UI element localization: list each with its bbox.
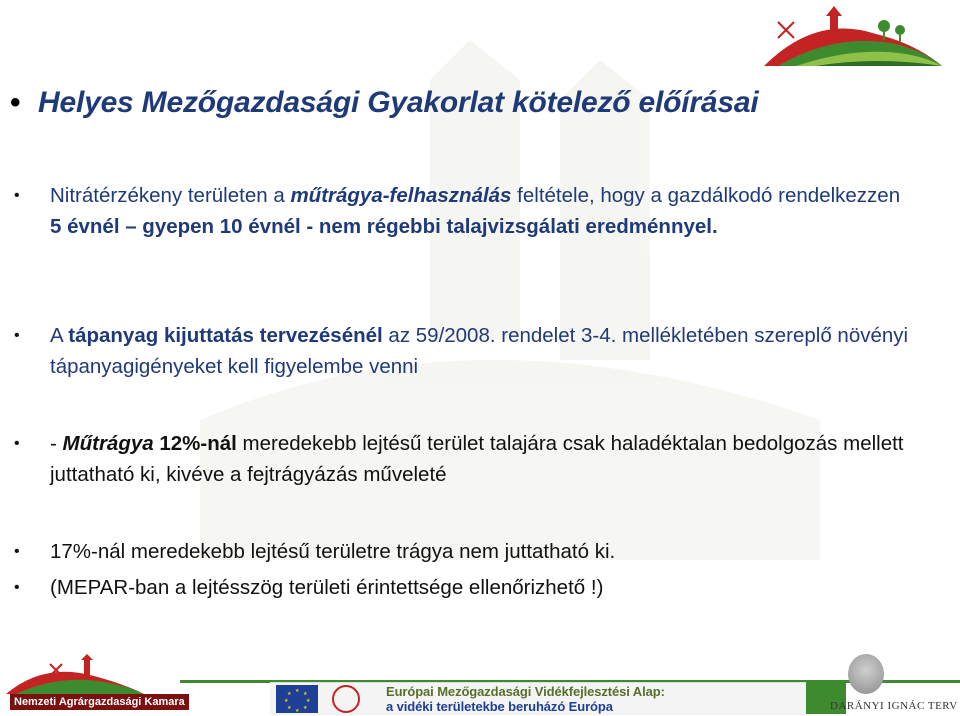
bullet-bold: tápanyag kijuttatás tervezésénél: [68, 324, 383, 347]
bullet-item-mepar: [14, 572, 914, 603]
bullet-emphasis: műtrágya-felhasználás: [290, 184, 512, 207]
bullet-text: meredekebb lejtésű terület talajára csak haladéktalan bedolgozás mellett juttatható ki, kivéve a fejtrágyázás műveleté: [50, 432, 904, 486]
bullet-icon: •: [14, 543, 20, 560]
bullet-item-nutrient-planning: [14, 320, 914, 382]
bullet-text: A: [50, 324, 69, 347]
eu-flag-icon: ★ ★ ★ ★ ★ ★ ★ ★: [276, 685, 318, 713]
footer-bar: [0, 652, 960, 716]
bullet-icon: •: [14, 435, 20, 452]
bullet-bold: 5 évnél – gyepen 10 évnél - nem régebbi talajvizsgálati eredménnyel.: [50, 215, 718, 238]
title-bullet-icon: •: [10, 86, 21, 119]
title-text: Helyes Mezőgazdasági Gyakorlat kötelező előírásai: [38, 86, 759, 119]
bullet-item-soil-analysis: [14, 180, 914, 242]
eu-fund-subtitle: a vidéki területekbe beruházó Európa: [386, 699, 613, 714]
bullet-emphasis: Műtrágya: [62, 432, 154, 455]
bullet-bold: 12%-nál: [153, 432, 237, 455]
bullet-item-fertilizer-slope: [14, 428, 914, 490]
bullet-text: (MEPAR-ban a lejtésszög területi érintettsége ellenőrizhető !): [50, 576, 604, 599]
bullet-text: -: [50, 432, 63, 455]
church-field-logo: [756, 4, 946, 68]
daranyi-portrait-icon: [848, 654, 884, 694]
bullet-text: 17%-nál meredekebb lejtésű területre trágya nem juttatható ki.: [50, 540, 616, 563]
bullet-icon: •: [14, 327, 20, 344]
daranyi-plan-label: DARÁNYI IGNÁC TERV: [830, 700, 958, 712]
eu-fund-title: Európai Mezőgazdasági Vidékfejlesztési Alap:: [386, 684, 665, 699]
bullet-item-manure-slope: [14, 536, 914, 567]
eu-funding-strip: [270, 682, 806, 715]
bullet-icon: •: [14, 579, 20, 596]
nak-label: Nemzeti Agrárgazdasági Kamara: [10, 694, 189, 710]
bullet-text: az 59/2008. rendelet 3-4. mellékletében szereplő növényi tápanyagigényeket kell figyelembe venni: [50, 324, 909, 378]
bullet-icon: •: [14, 187, 20, 204]
bullet-text: Nitrátérzékeny területen a: [50, 184, 291, 207]
slide-title: [10, 86, 910, 120]
bullet-text: feltétele, hogy a gazdálkodó rendelkezzen: [511, 184, 901, 207]
leader-logo-icon: [332, 685, 360, 713]
